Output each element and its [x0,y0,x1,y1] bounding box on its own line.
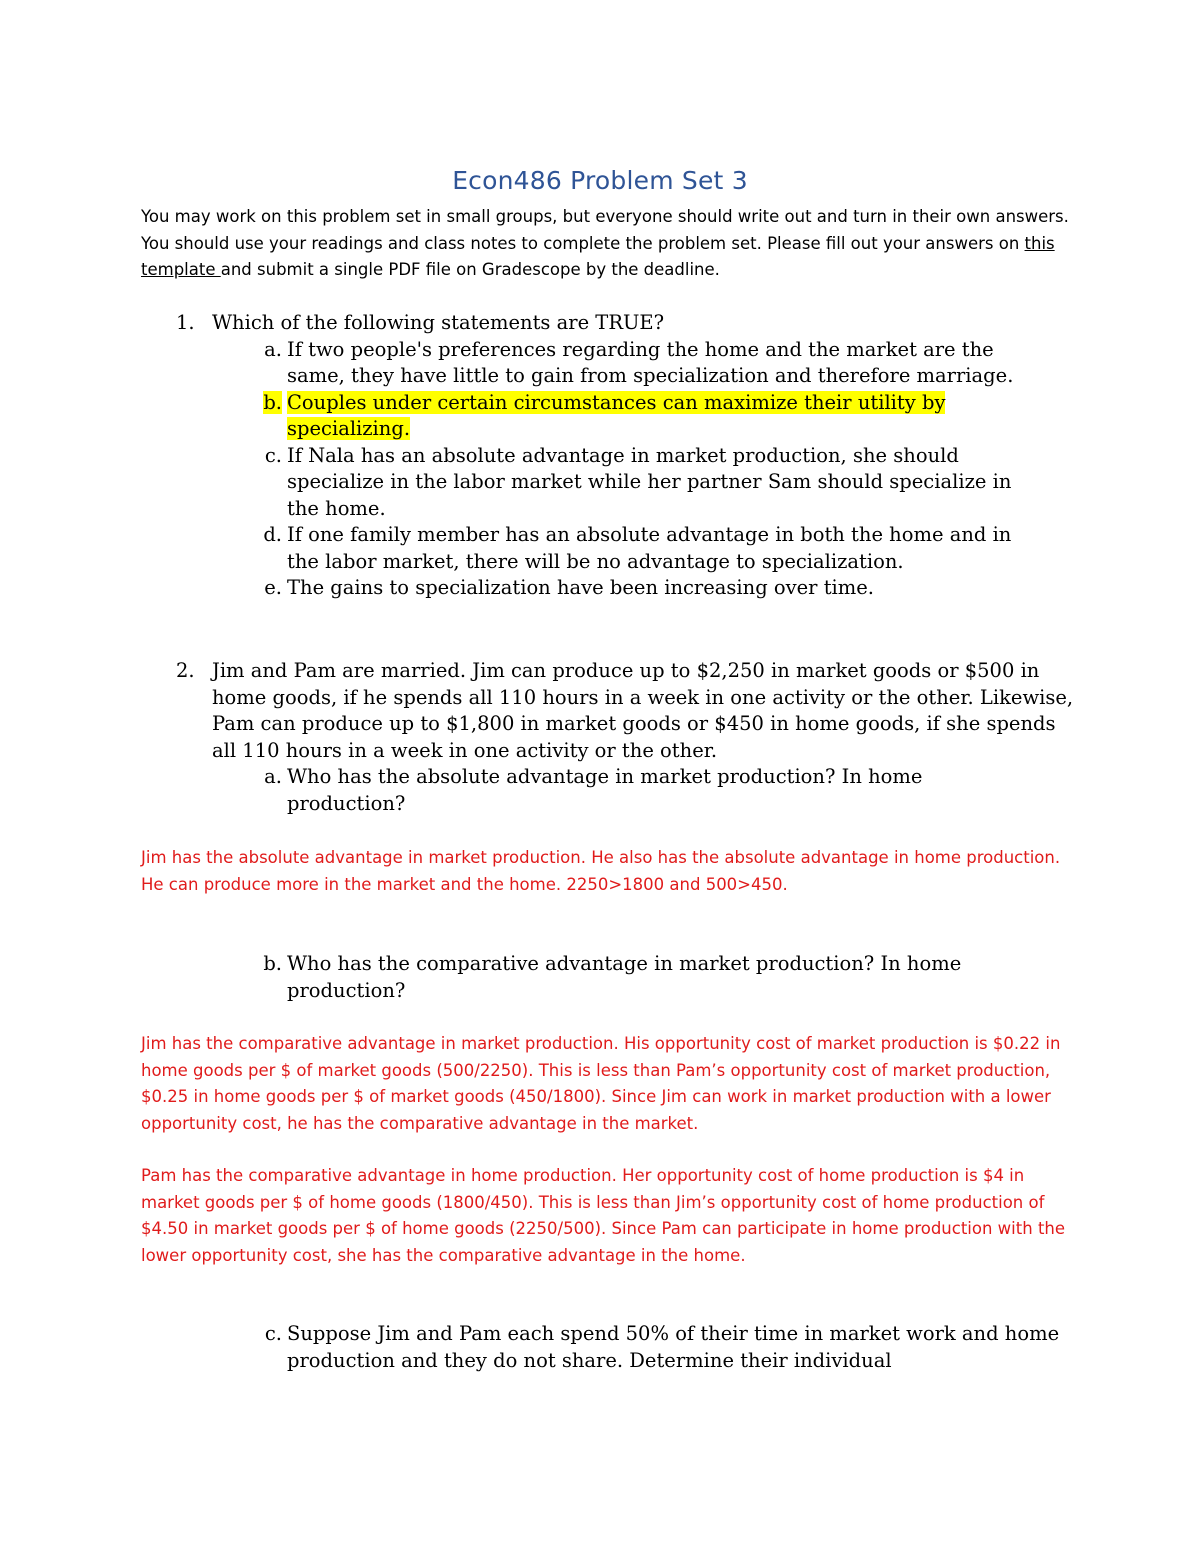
option-text: If Nala has an absolute advantage in market production, she should specialize in the labor market while her partner Sam should specialize in the home. [287,443,1012,520]
question-1 [176,310,1076,610]
part-text: Suppose Jim and Pam each spend 50% of their time in market work and home production and they do not share. Determine their individual [287,1322,1060,1372]
instructions-text-end: and submit a single PDF file on Gradescope by the deadline. [220,260,720,279]
part-text: Who has the comparative advantage in market production? In home production? [287,952,962,1002]
option-label: a. [264,337,282,361]
option-label: b. [263,390,282,414]
instructions-text: You may work on this problem set in small groups, but everyone should write out and turn in their own answers. You should use your readings and class notes to complete the problem set. Please fill out your answers on [141,207,1069,253]
option-label: c. [264,443,282,467]
part-label: a. [264,765,282,788]
page-title: Econ486 Problem Set 3 [452,166,748,195]
part-label: b. [263,952,282,975]
option-label: d. [263,523,282,546]
question-number: 2. [176,659,195,682]
question-number: 1. [176,311,195,334]
part-text: Who has the absolute advantage in market production? In home production? [287,765,923,815]
template-link[interactable]: this template [141,233,1055,279]
part-b [246,951,1066,1011]
part-label: c. [264,1322,282,1345]
answer-b-jim: Jim has the comparative advantage in market production. His opportunity cost of market production is $0.22 in home goods per $ of market goods (500/2250). This is less than Pam’s opportunity cost of market production, $0.25 in home goods per $ of market goods (450/1800). Since Jim can work in market production with a lower opportunity cost, he has the comparative advantage in the market. [141,1034,1061,1133]
option-text: If one family member has an absolute advantage in both the home and in the labor market, there will be no advantage to specialization. [287,523,1012,573]
option-label: e. [264,576,282,599]
question-text: Jim and Pam are married. Jim can produce up to $2,250 in market goods or $500 in home goods, if he spends all 110 hours in a week in one activity or the other. Likewise, Pam can produce up to $1,800 in market goods or $450 in home goods, if she spends all 110 hours in a week in one activity or the other. [212,659,1074,762]
answer-b-pam: Pam has the comparative advantage in home production. Her opportunity cost of home production is $4 in market goods per $ of home goods (1800/450). This is less than Jim’s opportunity cost of home production of $4.50 in market goods per $ of home goods (2250/500). Since Pam can participate in home production with the lower opportunity cost, she has the comparative advantage in the home. [141,1166,1066,1265]
option-text-highlighted: Couples under certain circumstances can maximize their utility by specializing. [287,390,946,440]
option-text: If two people's preferences regarding the home and the market are the same, they have little to gain from specialization and therefore marriage. [287,337,1014,387]
instructions-paragraph [141,204,1071,284]
answer-a: Jim has the absolute advantage in market production. He also has the absolute advantage in home production. He can produce more in the market and the home. 2250>1800 and 500>450. [141,848,1061,894]
question-text: Which of the following statements are TRUE? [212,311,665,334]
option-text: The gains to specialization have been increasing over time. [287,576,875,599]
question-2 [176,658,1076,818]
part-c [246,1321,1066,1381]
